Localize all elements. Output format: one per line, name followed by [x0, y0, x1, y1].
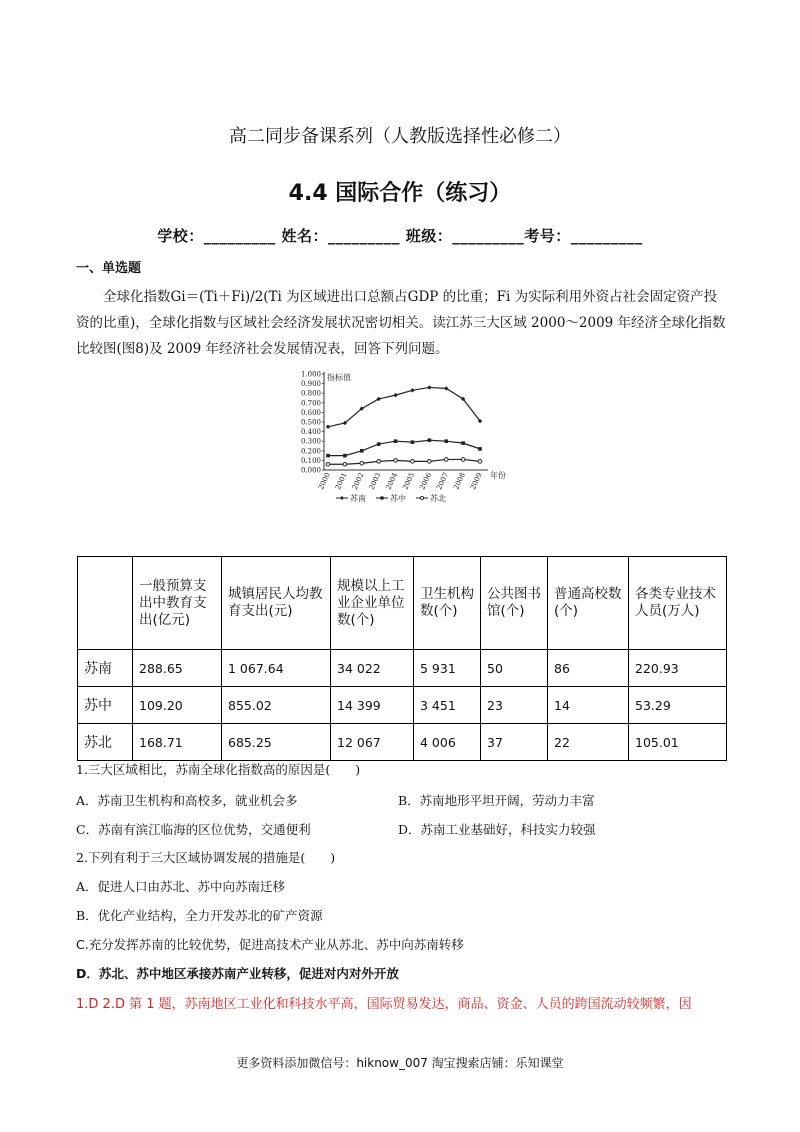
- x-tick-label: 2007: [435, 471, 451, 492]
- y-tick-label: 0.300: [300, 437, 321, 446]
- legend-label: 苏中: [390, 494, 406, 503]
- y-tick-label: 0.700: [300, 399, 321, 408]
- data-point: [343, 454, 347, 458]
- page-footer: 更多资料添加微信号：hiknow_007 淘宝搜索店铺：乐知课堂: [236, 1056, 564, 1070]
- table-cell: 苏南: [78, 650, 133, 687]
- data-point: [478, 460, 482, 464]
- data-point: [394, 459, 398, 463]
- question-1-option-b[interactable]: B．苏南地形平坦开阔，劳动力丰富: [398, 793, 595, 808]
- y-tick-label: 0.400: [300, 428, 321, 437]
- table-header-cell: [78, 557, 133, 650]
- data-point: [377, 460, 381, 464]
- question-2-option-b[interactable]: B．优化产业结构，全力开发苏北的矿产资源: [76, 908, 323, 923]
- question-1-option-d[interactable]: D．苏南工业基础好，科技实力较强: [398, 822, 596, 837]
- legend-label: 苏北: [430, 494, 446, 503]
- y-tick-label: 1.000: [300, 370, 321, 379]
- table-cell: 4 006: [414, 724, 481, 761]
- answer-explanation: 1.D 2.D 第 1 题，苏南地区工业化和科技水平高，国际贸易发达，商品、资金、人员的跨国流动较频繁，因: [76, 997, 692, 1012]
- table-cell: 105.01: [629, 724, 727, 761]
- question-2-stem: 2.下列有利于三大区域协调发展的措施是( ): [76, 850, 336, 865]
- table-header-cell: 各类专业技术人员(万人): [629, 557, 727, 650]
- question-1-option-c[interactable]: C．苏南有滨江临海的区位优势，交通便利: [76, 822, 311, 837]
- table-cell: 86: [548, 650, 629, 687]
- data-point: [461, 458, 465, 462]
- question-1-option-a[interactable]: A．苏南卫生机构和高校多，就业机会多: [76, 793, 298, 808]
- table-cell: 3 451: [414, 687, 481, 724]
- table-cell: 50: [481, 650, 548, 687]
- table-cell: 168.71: [133, 724, 222, 761]
- data-point: [427, 385, 431, 389]
- series-line: [328, 459, 480, 464]
- x-tick-label: 2003: [367, 471, 383, 492]
- section-heading: 一、单选题: [76, 261, 142, 276]
- table-cell: 苏中: [78, 687, 133, 724]
- question-2-option-a[interactable]: A．促进人口由苏北、苏中向苏南迁移: [76, 879, 286, 894]
- data-point: [326, 454, 330, 458]
- series-line: [328, 387, 480, 426]
- table-cell: 855.02: [222, 687, 331, 724]
- data-point: [428, 438, 432, 442]
- table-cell: 34 022: [331, 650, 414, 687]
- y-axis-title: 指标值: [327, 373, 351, 382]
- table-cell: 5 931: [414, 650, 481, 687]
- x-tick-label: 2001: [333, 471, 349, 492]
- table-cell: 苏北: [78, 724, 133, 761]
- y-tick-label: 0.100: [300, 456, 321, 465]
- table-cell: 22: [548, 724, 629, 761]
- data-point: [343, 462, 347, 466]
- table-cell: 685.25: [222, 724, 331, 761]
- table-cell: 14 399: [331, 687, 414, 724]
- legend-marker: [380, 496, 383, 499]
- x-tick-label: 2002: [350, 471, 366, 492]
- legend-marker: [340, 496, 344, 500]
- table-header-row: [78, 557, 727, 650]
- data-point: [360, 449, 364, 453]
- data-point: [444, 439, 448, 443]
- x-tick-label: 2004: [384, 471, 400, 492]
- data-point: [444, 458, 448, 462]
- x-tick-label: 2005: [401, 471, 417, 492]
- legend-marker: [420, 496, 423, 499]
- table-header-cell: 普通高校数(个): [548, 557, 629, 650]
- table-cell: 23: [481, 687, 548, 724]
- data-point: [326, 425, 330, 429]
- table-cell: 288.65: [133, 650, 222, 687]
- economic-data-table: [77, 556, 727, 761]
- table-header-cell: 公共图书馆(个): [481, 557, 548, 650]
- table-cell: 53.29: [629, 687, 727, 724]
- y-tick-label: 0.900: [300, 380, 321, 389]
- table-header-cell: 卫生机构数(个): [414, 557, 481, 650]
- data-point: [393, 393, 397, 397]
- x-tick-label: 2006: [418, 471, 434, 492]
- data-point: [360, 461, 364, 465]
- table-row: [78, 650, 727, 687]
- x-tick-label: 2009: [469, 471, 484, 492]
- y-tick-label: 0.600: [300, 408, 321, 417]
- y-tick-label: 0.500: [300, 418, 321, 427]
- data-point: [394, 439, 398, 443]
- table-header-cell: 一般预算支出中教育支出(亿元): [133, 557, 222, 650]
- table-cell: 14: [548, 687, 629, 724]
- table-row: [78, 687, 727, 724]
- y-tick-label: 0.000: [300, 466, 321, 475]
- y-tick-label: 0.200: [300, 447, 321, 456]
- series-line: [328, 440, 480, 455]
- x-tick-label: 2008: [452, 471, 467, 492]
- table-cell: 109.20: [133, 687, 222, 724]
- data-point: [410, 388, 414, 392]
- question-intro: 全球化指数Gi＝(Ti＋Fi)/2(Ti 为区域进出口总额占GDP 的比重；Fi 为实际利用外资占社会固定资产投资的比重)，全球化指数与区域社会经济发展状况密切相关。读江苏三大区域 2000～2009 年经济全球化指数比较图(图8)及 2009 年经济社会发展情况表，回答下列问题。: [76, 289, 726, 357]
- data-point: [428, 460, 432, 464]
- x-tick-label: 2000: [317, 471, 332, 492]
- data-point: [326, 462, 330, 466]
- student-info-line: 学校：_________ 姓名：_________ 班级：_________考号：_________: [157, 227, 643, 245]
- question-2-option-d[interactable]: D．苏北、苏中地区承接苏南产业转移，促进对内对外开放: [76, 966, 399, 981]
- page-title: 4.4 国际合作（练习）: [288, 181, 512, 206]
- globalization-index-chart: [298, 368, 523, 508]
- x-axis-title: 年份: [490, 471, 506, 480]
- table-cell: 1 067.64: [222, 650, 331, 687]
- table-cell: 220.93: [629, 650, 727, 687]
- table-row: [78, 724, 727, 761]
- data-point: [411, 460, 415, 464]
- table-cell: 37: [481, 724, 548, 761]
- legend-label: 苏南: [350, 494, 366, 503]
- table-cell: 12 067: [331, 724, 414, 761]
- y-tick-label: 0.800: [300, 389, 321, 398]
- data-point: [461, 441, 465, 445]
- data-point: [478, 447, 482, 451]
- table-header-cell: 城镇居民人均教育支出(元): [222, 557, 331, 650]
- series-title: 高二同步备课系列（人教版选择性必修二）: [229, 126, 571, 147]
- data-point: [411, 440, 415, 444]
- data-point: [377, 442, 381, 446]
- question-2-option-c[interactable]: C.充分发挥苏南的比较优势，促进高技术产业从苏北、苏中向苏南转移: [76, 937, 464, 952]
- question-1-stem: 1.三大区域相比，苏南全球化指数高的原因是( ): [76, 762, 361, 777]
- table-header-cell: 规模以上工业企业单位数(个): [331, 557, 414, 650]
